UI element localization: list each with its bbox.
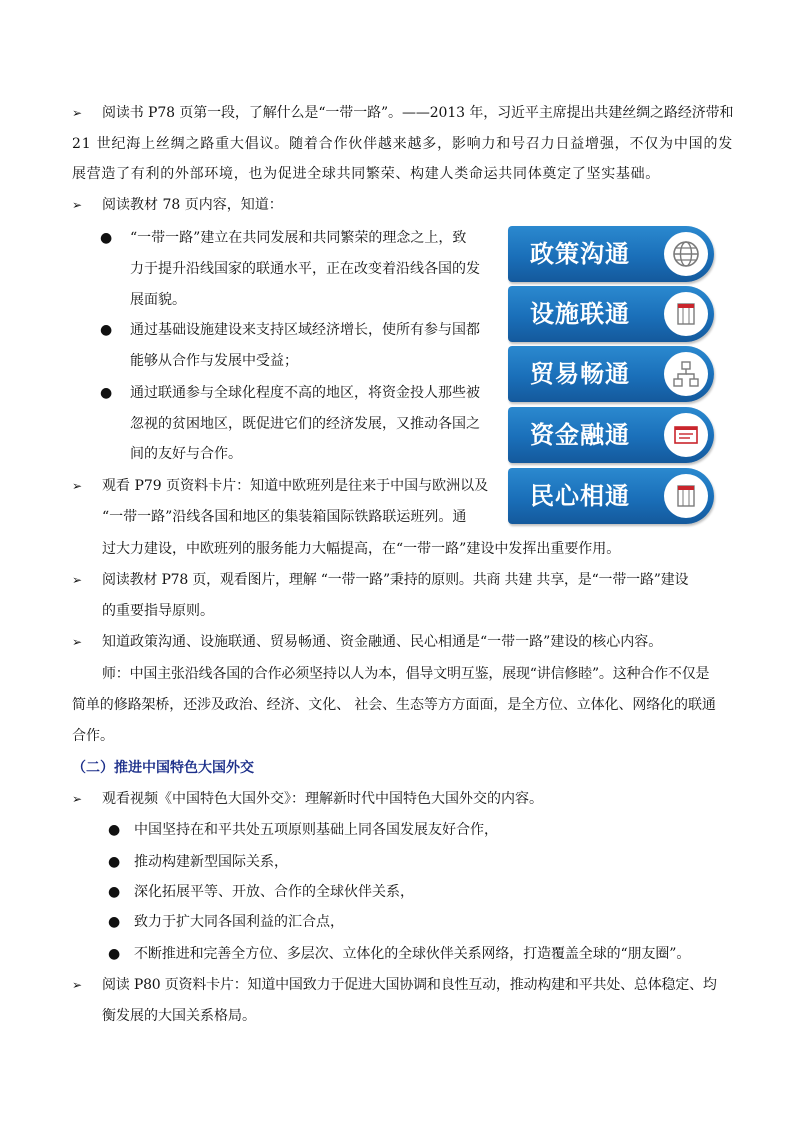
text-line: 简单的修路架桥，还涉及政治、经济、文化、 社会、生态等方方面面，是全方位、立体化、网络化的联通 (72, 697, 716, 713)
text-line: 知道政策沟通、设施联通、贸易畅通、资金融通、民心相通是“一带一路”建设的核心内容。 (102, 634, 663, 650)
text-line: 间的友好与合作。 (130, 446, 242, 462)
panel-trade-flow (508, 346, 714, 402)
panel-facilities-connectivity (508, 286, 714, 342)
text-line: 通过基础设施建设来支持区域经济增长，使所有参与国都 (130, 322, 480, 338)
arrow-bullet: ➢ (72, 198, 83, 212)
round-bullet: ● (108, 884, 121, 900)
arrow-bullet: ➢ (72, 635, 83, 649)
text-line: 的重要指导原则。 (102, 603, 214, 619)
monitor-icon (664, 413, 708, 457)
panel-label: 政策沟通 (530, 240, 630, 268)
text-line: 21 世纪海上丝绸之路重大倡议。随着合作伙伴越来越多，影响力和号召力日益增强，不仅为中国的发 (72, 136, 734, 152)
text-line: 观看 P79 页资料卡片：知道中欧班列是往来于中国与欧洲以及 (102, 478, 489, 494)
text-line: 展面貌。 (130, 292, 186, 308)
round-bullet: ● (100, 385, 113, 401)
arrow-bullet: ➢ (72, 573, 83, 587)
text-line: 衡发展的大国关系格局。 (102, 1008, 256, 1024)
text-line: 阅读教材 P78 页，观看图片，理解 “一带一路”秉持的原则。共商 共建 共享，是“一带一路”建设 (102, 572, 689, 588)
building-icon (664, 474, 708, 518)
text-line: 展营造了有利的外部环境，也为促进全球共同繁荣、构建人类命运共同体奠定了坚实基础。 (72, 166, 660, 182)
text-line: 中国坚持在和平共处五项原则基础上同各国发展友好合作， (134, 822, 498, 838)
section-heading: （二）推进中国特色大国外交 (72, 760, 254, 776)
panel-label: 资金融通 (530, 421, 630, 449)
text-line: 不断推进和完善全方位、多层次、立体化的全球伙伴关系网络，打造覆盖全球的“朋友圈”。 (134, 946, 691, 962)
round-bullet: ● (100, 322, 113, 338)
text-line: 阅读教材 78 页内容，知道： (102, 197, 283, 213)
arrow-bullet: ➢ (72, 479, 83, 493)
panel-label: 民心相通 (530, 482, 630, 510)
round-bullet: ● (108, 822, 121, 838)
text-line: 忽视的贫困地区，既促进它们的经济发展，又推动各国之 (130, 416, 480, 432)
panel-policy-coordination (508, 226, 714, 282)
text-line: 过大力建设，中欧班列的服务能力大幅提高，在“一带一路”建设中发挥出重要作用。 (102, 541, 621, 557)
panel-people-connection (508, 468, 714, 524)
panel-label: 贸易畅通 (530, 360, 630, 388)
arrow-bullet: ➢ (72, 978, 83, 992)
globe-icon (664, 232, 708, 276)
text-line: 推动构建新型国际关系， (134, 854, 288, 870)
text-line: 观看视频《中国特色大国外交》：理解新时代中国特色大国外交的内容。 (102, 791, 543, 807)
text-line: 阅读书 P78 页第一段，了解什么是“一带一路”。——2013 年，习近平主席提出共建丝绸之路经济带和 (102, 105, 734, 121)
round-bullet: ● (108, 914, 121, 930)
text-line: 师：中国主张沿线各国的合作必须坚持以人为本，倡导文明互鉴，展现“讲信修睦”。这种合作不仅是 (102, 666, 710, 682)
arrow-bullet: ➢ (72, 106, 83, 120)
round-bullet: ● (108, 946, 121, 962)
text-line: “一带一路”沿线各国和地区的集装箱国际铁路联运班列。通 (102, 509, 467, 525)
building-icon (664, 292, 708, 336)
text-line: 合作。 (72, 728, 114, 744)
arrow-bullet: ➢ (72, 792, 83, 806)
text-line: 通过联通参与全球化程度不高的地区，将资金投人那些被 (130, 385, 480, 401)
text-line: “一带一路”建立在共同发展和共同繁荣的理念之上，致 (130, 230, 467, 246)
panel-label: 设施联通 (530, 300, 630, 328)
text-line: 能够从合作与发展中受益； (130, 353, 298, 369)
text-line: 致力于扩大同各国利益的汇合点， (134, 914, 344, 930)
text-line: 深化拓展平等、开放、合作的全球伙伴关系， (134, 884, 414, 900)
round-bullet: ● (100, 230, 113, 246)
text-line: 力于提升沿线国家的联通水平，正在改变着沿线各国的发 (130, 261, 480, 277)
round-bullet: ● (108, 854, 121, 870)
panel-financial-integration (508, 407, 714, 463)
network-icon (664, 352, 708, 396)
text-line: 阅读 P80 页资料卡片：知道中国致力于促进大国协调和良性互动，推动构建和平共处、总体稳定、均 (102, 977, 717, 993)
